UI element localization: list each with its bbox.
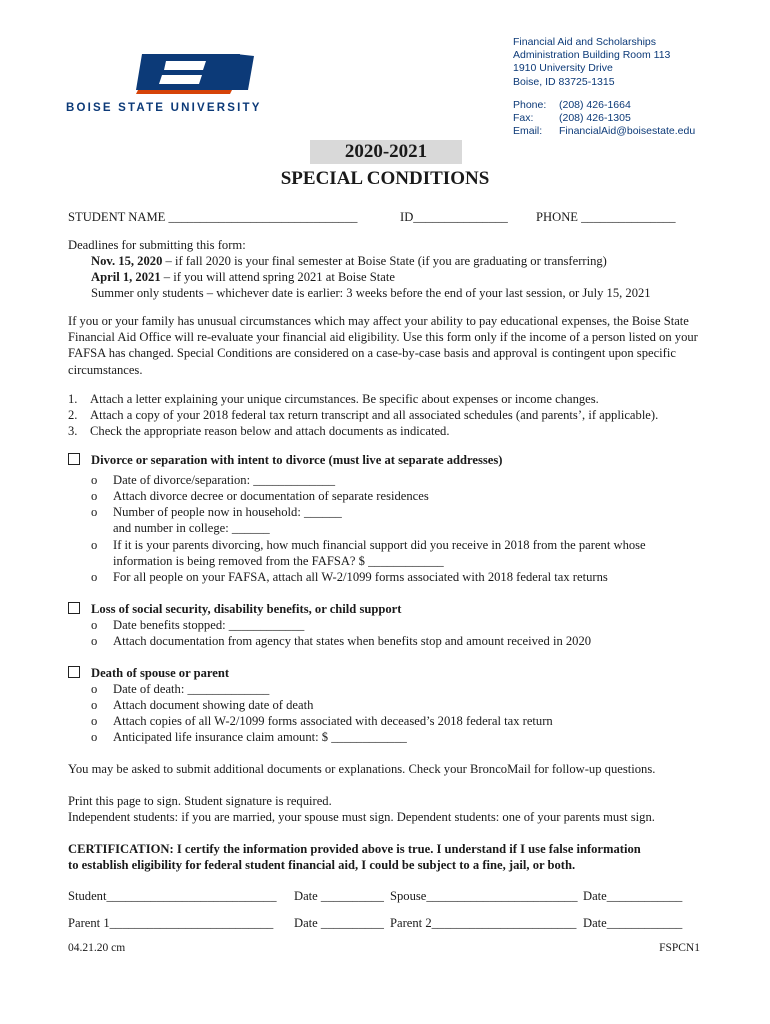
fax-number: (208) 426-1305 (559, 112, 631, 125)
student-id-field[interactable]: ID_______________ (400, 210, 508, 224)
list-item-text: Anticipated life insurance claim amount: $ ____________ (113, 730, 407, 744)
certification-line: to establish eligibility for federal student financial aid, I could be subject to a fine, jail, or both. (68, 858, 576, 872)
deadline-spring-date: April 1, 2021 (91, 270, 161, 284)
bullet-icon: o (91, 570, 98, 584)
step-text: Check the appropriate reason below and attach documents as indicated. (90, 424, 450, 438)
form-code: FSPCN1 (659, 942, 700, 954)
email-label: Email: (513, 125, 543, 138)
student-name-field[interactable]: STUDENT NAME ______________________________ (68, 210, 358, 224)
list-item (91, 505, 342, 520)
benefits-checkbox[interactable] (68, 602, 80, 614)
list-item-text: For all people on your FAFSA, attach all W-2/1099 forms associated with 2018 federal tax returns (113, 570, 608, 584)
deadlines-intro: Deadlines for submitting this form: (68, 238, 246, 252)
revision-date: 04.21.20 cm (68, 942, 126, 954)
bullet-icon: o (91, 505, 98, 519)
step-number: 3. (68, 424, 78, 438)
bullet-icon: o (91, 473, 98, 487)
step-item (68, 424, 450, 439)
section-title: Loss of social security, disability benefits, or child support (91, 602, 402, 616)
step-item (68, 408, 658, 423)
fax-row (513, 112, 695, 125)
bullet-icon: o (91, 730, 98, 744)
step-item (68, 392, 599, 407)
deadline-spring-text: – if you will attend spring 2021 at Boise State (160, 270, 395, 284)
step-text: Attach a copy of your 2018 federal tax return transcript and all associated schedules (and parents’, if applicable). (90, 408, 659, 422)
list-item (91, 634, 591, 649)
section-death (68, 666, 229, 681)
email-row (513, 125, 695, 138)
parent1-signature-field[interactable]: Parent 1__________________________ (68, 916, 274, 930)
bullet-icon: o (91, 489, 98, 503)
list-item (91, 489, 429, 504)
divorce-checkbox[interactable] (68, 453, 80, 465)
step-number: 2. (68, 408, 78, 422)
parent2-date-field[interactable]: Date____________ (583, 916, 683, 930)
bullet-icon: o (91, 538, 98, 552)
bullet-icon: o (91, 634, 98, 648)
spouse-date-field[interactable]: Date____________ (583, 889, 683, 903)
list-item-text: Attach documentation from agency that states when benefits stop and amount received in 2020 (113, 634, 592, 648)
list-item (91, 473, 335, 488)
deadline-spring (91, 270, 395, 285)
office-line: Administration Building Room 113 (513, 49, 671, 62)
bronco-b-logo-icon (136, 50, 256, 94)
student-phone-field[interactable]: PHONE _______________ (536, 210, 676, 224)
section-benefits (68, 602, 401, 617)
office-line: 1910 University Drive (513, 62, 613, 75)
bullet-icon: o (91, 618, 98, 632)
section-title: Divorce or separation with intent to divorce (must live at separate addresses) (91, 453, 503, 467)
email-address: FinancialAid@boisestate.edu (559, 125, 696, 138)
list-item-text: Attach divorce decree or documentation of separate residences (113, 489, 429, 503)
list-item (91, 714, 553, 729)
list-item-text: Number of people now in household: ______ (113, 505, 342, 519)
list-item-text: Attach document showing date of death (113, 698, 314, 712)
university-name: BOISE STATE UNIVERSITY (66, 102, 262, 114)
step-text: Attach a letter explaining your unique circumstances. Be specific about expenses or income changes. (90, 392, 599, 406)
form-title: SPECIAL CONDITIONS (280, 168, 490, 189)
fax-label: Fax: (513, 112, 534, 125)
list-item (91, 618, 304, 633)
deadline-fall (91, 254, 607, 269)
independent-students-note: Independent students: if you are married, your spouse must sign. Dependent students: one of your parents must sign. (68, 810, 655, 824)
section-title: Death of spouse or parent (91, 666, 230, 680)
deadline-fall-text: – if fall 2020 is your final semester at Boise State (if you are graduating or transferring) (162, 254, 607, 268)
student-signature-field[interactable]: Student___________________________ (68, 889, 277, 903)
print-sign-note: Print this page to sign. Student signature is required. (68, 794, 332, 808)
list-item-text: Date of divorce/separation: _____________ (113, 473, 336, 487)
list-item (91, 698, 313, 713)
phone-label: Phone: (513, 98, 547, 111)
list-item-continuation: and number in college: ______ (113, 521, 270, 535)
list-item-text: Date of death: _____________ (113, 682, 270, 696)
step-number: 1. (68, 392, 78, 406)
phone-row (513, 99, 695, 112)
deadline-fall-date: Nov. 15, 2020 (91, 254, 163, 268)
office-line: Financial Aid and Scholarships (513, 36, 657, 48)
list-item (91, 730, 407, 745)
deadline-summer: Summer only students – whichever date is earlier: 3 weeks before the end of your last session, or July 15, 2021 (91, 286, 651, 300)
list-item-text: If it is your parents divorcing, how much financial support did you receive in 2018 from the parent whose (113, 538, 646, 552)
bullet-icon: o (91, 698, 98, 712)
certification-line: CERTIFICATION: I certify the information provided above is true. I understand if I use false information (68, 842, 641, 856)
death-checkbox[interactable] (68, 666, 80, 678)
intro-paragraph: If you or your family has unusual circumstances which may affect your ability to pay educational expenses, the Boise State Financial Aid Office will re-evaluate your financial aid eligibility. Use this form only if the income of a person listed on your FAFSA has changed. Special Conditions are considered on a case-by-case basis and approval is contingent upon specific circumstances. (68, 314, 698, 377)
phone-number: (208) 426-1664 (559, 98, 631, 111)
list-item-continuation: information is being removed from the FAFSA? $ ____________ (113, 554, 444, 568)
contact-block (513, 36, 695, 138)
spouse-signature-field[interactable]: Spouse________________________ (390, 889, 578, 903)
list-item (91, 538, 646, 553)
academic-year: 2020-2021 (310, 140, 462, 164)
list-item (91, 570, 608, 585)
student-date-field[interactable]: Date __________ (294, 889, 384, 903)
section-divorce (68, 453, 502, 468)
bullet-icon: o (91, 682, 98, 696)
additional-docs-note: You may be asked to submit additional documents or explanations. Check your BroncoMail for follow-up questions. (68, 762, 656, 776)
bullet-icon: o (91, 714, 98, 728)
list-item-text: Attach copies of all W-2/1099 forms associated with deceased’s 2018 federal tax return (113, 714, 553, 728)
list-item-text: Date benefits stopped: ____________ (113, 618, 305, 632)
parent2-signature-field[interactable]: Parent 2_______________________ (390, 916, 577, 930)
list-item (91, 682, 269, 697)
parent1-date-field[interactable]: Date __________ (294, 916, 384, 930)
office-line: Boise, ID 83725-1315 (513, 75, 615, 88)
